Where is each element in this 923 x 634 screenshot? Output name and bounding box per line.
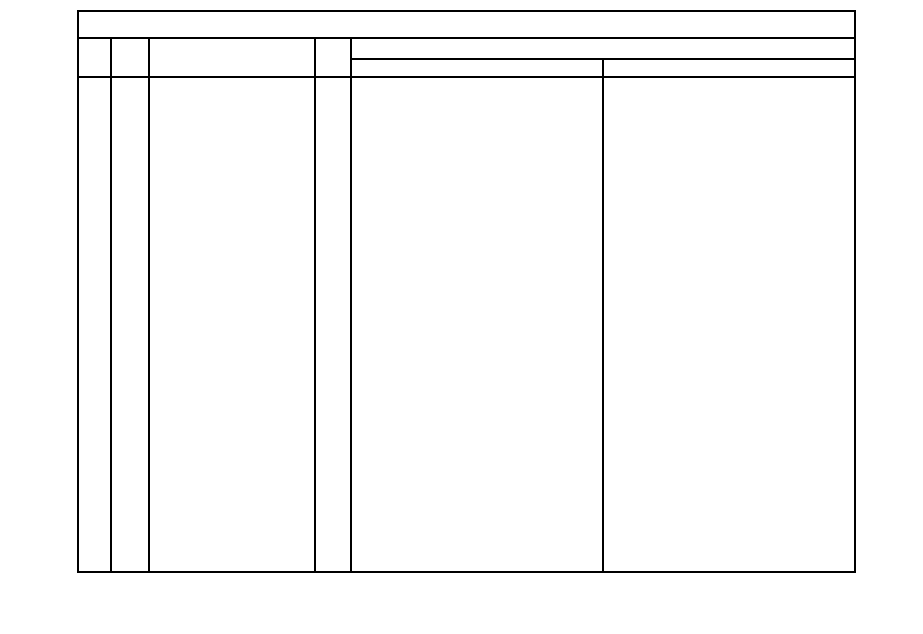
column-header-class bbox=[112, 39, 148, 77]
column-line-sno bbox=[110, 37, 112, 573]
column-line-name bbox=[314, 37, 316, 573]
week-header-2 bbox=[605, 60, 854, 76]
column-header-grade bbox=[316, 39, 351, 77]
week-header-1 bbox=[352, 60, 602, 76]
column-line-week bbox=[602, 58, 604, 573]
column-header-students-name bbox=[150, 39, 314, 77]
column-line-class bbox=[148, 37, 150, 573]
month-header bbox=[352, 37, 854, 59]
action-plan-table bbox=[77, 10, 856, 573]
column-header-sno bbox=[79, 39, 110, 77]
column-line-grade bbox=[350, 37, 352, 573]
header-divider bbox=[79, 76, 854, 78]
page-title bbox=[79, 12, 854, 39]
